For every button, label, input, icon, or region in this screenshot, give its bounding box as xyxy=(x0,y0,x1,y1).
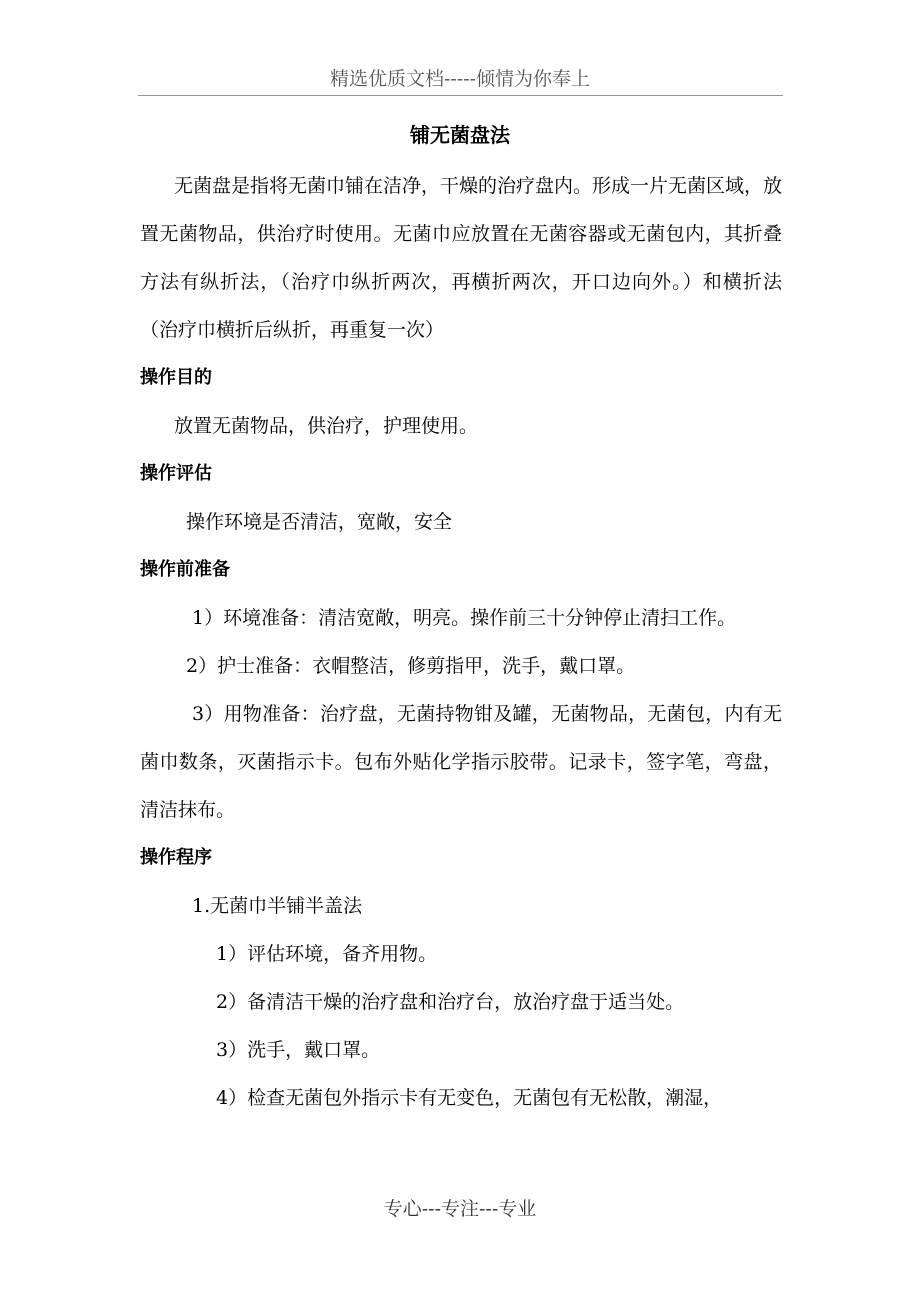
document-body xyxy=(140,162,782,1122)
procedure-subheading: 1.无菌巾半铺半盖法 xyxy=(192,895,363,917)
intro-paragraph: 无菌盘是指将无菌巾铺在洁净，干燥的治疗盘内。形成一片无菌区域，放置无菌物品，供治疗时使用。无菌巾应放置在无菌容器或无菌包内，其折叠方法有纵折法，（治疗巾纵折两次，再横折两次，开口边向外。）和横折法（治疗巾横折后纵折，再重复一次） xyxy=(140,175,783,341)
section-heading-purpose: 操作目的 xyxy=(140,367,212,388)
page-header: 精选优质文档-----倾情为你奉上 xyxy=(329,68,591,90)
document-title: 铺无菌盘法 xyxy=(410,123,510,147)
header-divider xyxy=(138,95,783,96)
page-footer: 专心---专注---专业 xyxy=(383,1198,537,1220)
purpose-text: 放置无菌物品，供治疗，护理使用。 xyxy=(174,415,479,437)
section-heading-preparation: 操作前准备 xyxy=(140,559,230,580)
preparation-item: 3）用物准备：治疗盘，无菌持物钳及罐，无菌物品，无菌包，内有无菌巾数条，灭菌指示卡。包布外贴化学指示胶带。记录卡，签字笔，弯盘，清洁抹布。 xyxy=(140,703,782,821)
assessment-text: 操作环境是否清洁，宽敞，安全 xyxy=(186,511,453,533)
procedure-step: 2）备清洁干燥的治疗盘和治疗台，放治疗盘于适当处。 xyxy=(216,991,685,1013)
procedure-step: 3）洗手，戴口罩。 xyxy=(216,1039,381,1061)
procedure-step: 4）检查无菌包外指示卡有无变色，无菌包有无松散，潮湿， xyxy=(216,1087,723,1109)
section-heading-procedure: 操作程序 xyxy=(140,847,212,868)
preparation-item: 2）护士准备：衣帽整洁，修剪指甲，洗手，戴口罩。 xyxy=(186,655,636,677)
section-heading-assessment: 操作评估 xyxy=(140,463,212,484)
procedure-step: 1）评估环境，备齐用物。 xyxy=(216,943,438,965)
preparation-item: 1）环境准备：清洁宽敞，明亮。操作前三十分钟停止清扫工作。 xyxy=(192,607,737,629)
